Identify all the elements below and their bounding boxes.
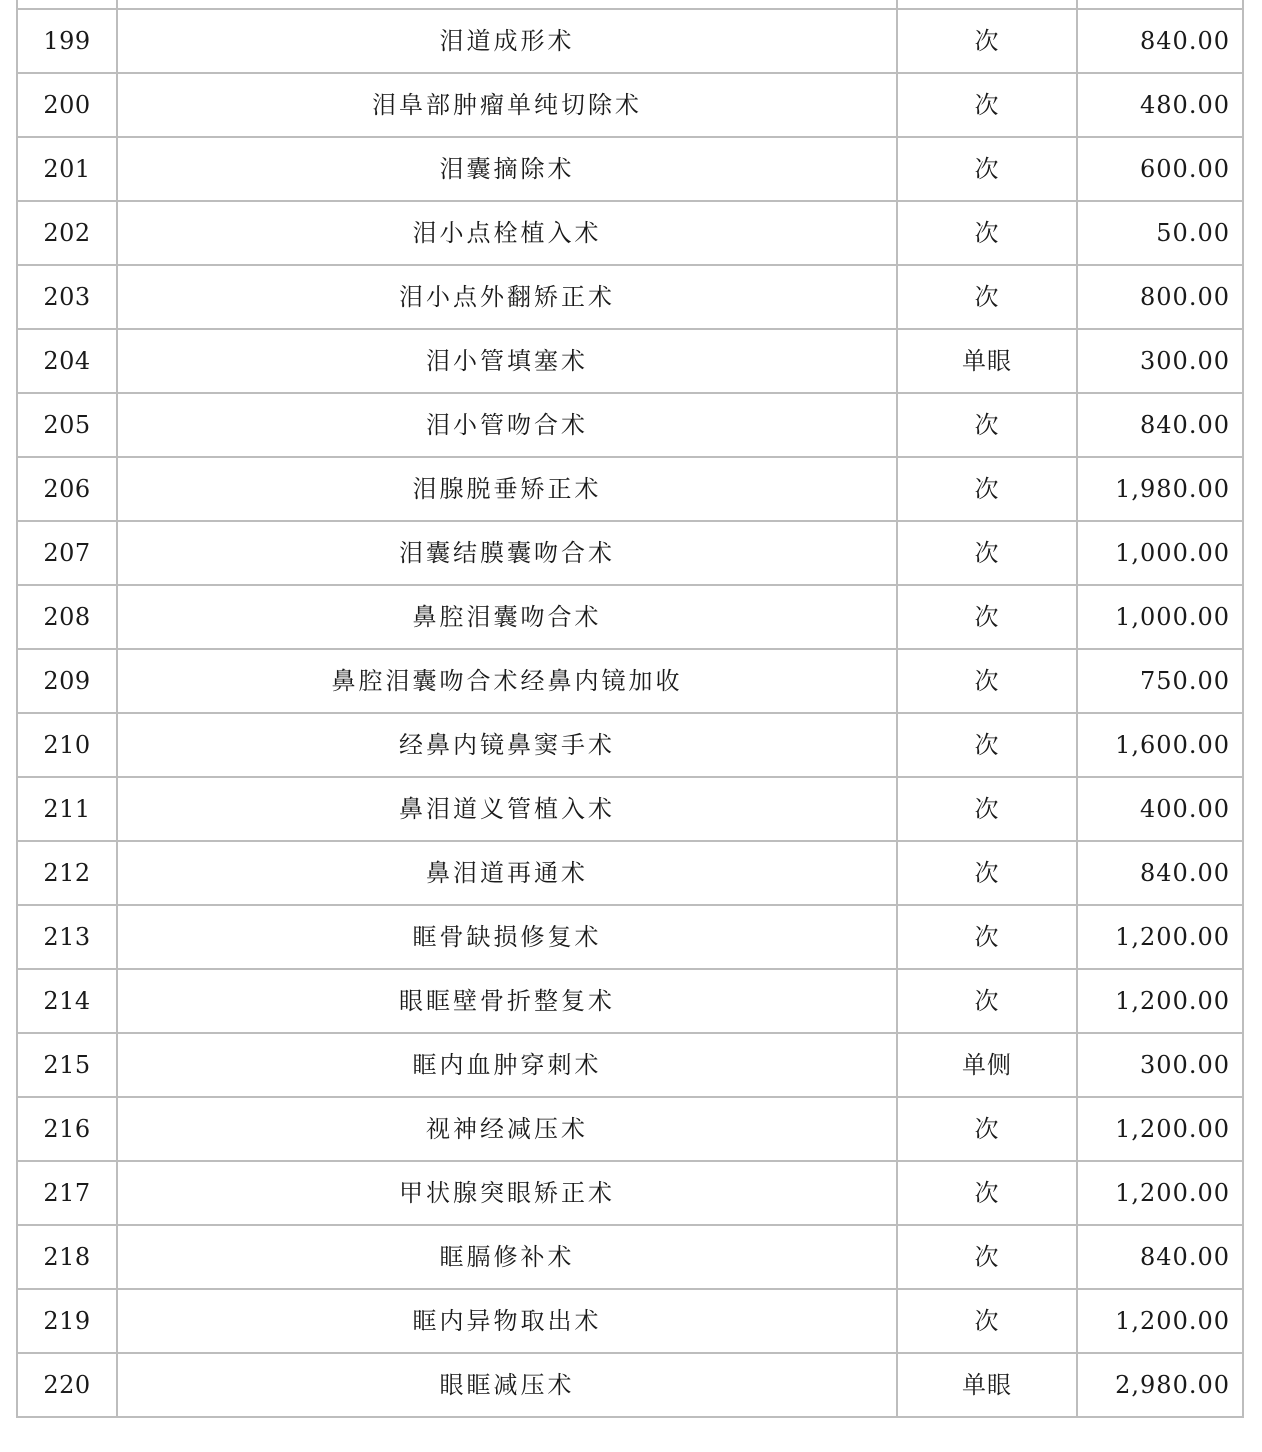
unit-cell: 次: [897, 1097, 1077, 1161]
row-number-cell: 212: [17, 841, 117, 905]
fee-schedule-sheet: [16, 0, 1242, 1418]
row-number-cell: 215: [17, 1033, 117, 1097]
price-cell: 800.00: [1077, 265, 1243, 329]
row-number-cell: 214: [17, 969, 117, 1033]
row-number-cell: 216: [17, 1097, 117, 1161]
fee-table-body: [17, 0, 1243, 1417]
row-number-cell: 207: [17, 521, 117, 585]
table-row: [17, 1097, 1243, 1161]
price-cell: 1,600.00: [1077, 713, 1243, 777]
price-cell: 750.00: [1077, 649, 1243, 713]
row-number-cell: 199: [17, 9, 117, 73]
unit-cell: 次: [897, 137, 1077, 201]
table-row-partial: [17, 0, 1243, 9]
price-cell: 1,980.00: [1077, 457, 1243, 521]
row-number-cell: 219: [17, 1289, 117, 1353]
row-number-cell: 218: [17, 1225, 117, 1289]
table-row: [17, 1289, 1243, 1353]
price-cell: 300.00: [1077, 329, 1243, 393]
price-cell: 840.00: [1077, 1225, 1243, 1289]
price-cell: 1,200.00: [1077, 969, 1243, 1033]
unit-cell: 次: [897, 521, 1077, 585]
item-name-cell: 泪腺脱垂矫正术: [117, 457, 897, 521]
unit-cell: 次: [897, 393, 1077, 457]
row-number-cell: 204: [17, 329, 117, 393]
row-number-cell: 220: [17, 1353, 117, 1417]
item-name-cell: 泪小点外翻矫正术: [117, 265, 897, 329]
table-row: [17, 1353, 1243, 1417]
row-number-cell: 211: [17, 777, 117, 841]
item-name-cell: 甲状腺突眼矫正术: [117, 1161, 897, 1225]
price-cell: 840.00: [1077, 393, 1243, 457]
table-row: [17, 841, 1243, 905]
table-row: [17, 713, 1243, 777]
price-cell: 480.00: [1077, 73, 1243, 137]
table-row: [17, 1161, 1243, 1225]
table-row: [17, 1225, 1243, 1289]
item-name-cell: 泪道成形术: [117, 9, 897, 73]
unit-cell: 次: [897, 969, 1077, 1033]
price-cell: 2,980.00: [1077, 1353, 1243, 1417]
unit-cell: 次: [897, 9, 1077, 73]
item-name-cell: [117, 0, 897, 9]
item-name-cell: 眶膈修补术: [117, 1225, 897, 1289]
item-name-cell: 泪小管吻合术: [117, 393, 897, 457]
price-cell: 1,000.00: [1077, 585, 1243, 649]
unit-cell: 次: [897, 73, 1077, 137]
row-number-cell: 203: [17, 265, 117, 329]
table-row: [17, 585, 1243, 649]
unit-cell: 次: [897, 649, 1077, 713]
unit-cell: 次: [897, 905, 1077, 969]
table-row: [17, 329, 1243, 393]
unit-cell: 次: [897, 265, 1077, 329]
unit-cell: 次: [897, 713, 1077, 777]
item-name-cell: 鼻泪道再通术: [117, 841, 897, 905]
table-row: [17, 905, 1243, 969]
item-name-cell: 经鼻内镜鼻窦手术: [117, 713, 897, 777]
table-row: [17, 137, 1243, 201]
item-name-cell: 泪小管填塞术: [117, 329, 897, 393]
item-name-cell: 眶内血肿穿刺术: [117, 1033, 897, 1097]
row-number-cell: 217: [17, 1161, 117, 1225]
table-row: [17, 521, 1243, 585]
table-row: [17, 969, 1243, 1033]
row-number-cell: 213: [17, 905, 117, 969]
unit-cell: 单侧: [897, 1033, 1077, 1097]
row-number-cell: 210: [17, 713, 117, 777]
row-number-cell: 208: [17, 585, 117, 649]
unit-cell: 次: [897, 201, 1077, 265]
unit-cell: 单眼: [897, 1353, 1077, 1417]
price-cell: 600.00: [1077, 137, 1243, 201]
price-cell: [1077, 0, 1243, 9]
unit-cell: 次: [897, 777, 1077, 841]
row-number-cell: 200: [17, 73, 117, 137]
row-number-cell: 202: [17, 201, 117, 265]
item-name-cell: 泪小点栓植入术: [117, 201, 897, 265]
item-name-cell: 鼻泪道义管植入术: [117, 777, 897, 841]
unit-cell: 次: [897, 841, 1077, 905]
table-row: [17, 393, 1243, 457]
unit-cell: 次: [897, 457, 1077, 521]
item-name-cell: 鼻腔泪囊吻合术: [117, 585, 897, 649]
price-cell: 840.00: [1077, 9, 1243, 73]
row-number-cell: 206: [17, 457, 117, 521]
table-row: [17, 73, 1243, 137]
table-row: [17, 201, 1243, 265]
row-number-cell: 201: [17, 137, 117, 201]
item-name-cell: 眶骨缺损修复术: [117, 905, 897, 969]
table-row: [17, 1033, 1243, 1097]
table-row: [17, 777, 1243, 841]
item-name-cell: 眼眶减压术: [117, 1353, 897, 1417]
price-cell: 1,200.00: [1077, 1161, 1243, 1225]
price-cell: 1,200.00: [1077, 1289, 1243, 1353]
price-cell: 50.00: [1077, 201, 1243, 265]
row-number-cell: 205: [17, 393, 117, 457]
price-cell: 1,200.00: [1077, 1097, 1243, 1161]
unit-cell: 单眼: [897, 329, 1077, 393]
table-row: [17, 649, 1243, 713]
price-cell: 840.00: [1077, 841, 1243, 905]
item-name-cell: 眼眶壁骨折整复术: [117, 969, 897, 1033]
item-name-cell: 视神经减压术: [117, 1097, 897, 1161]
price-cell: 300.00: [1077, 1033, 1243, 1097]
item-name-cell: 泪囊摘除术: [117, 137, 897, 201]
item-name-cell: 眶内异物取出术: [117, 1289, 897, 1353]
unit-cell: 次: [897, 1161, 1077, 1225]
unit-cell: 次: [897, 1225, 1077, 1289]
fee-table: [16, 0, 1244, 1418]
item-name-cell: 鼻腔泪囊吻合术经鼻内镜加收: [117, 649, 897, 713]
row-number-cell: [17, 0, 117, 9]
unit-cell: 次: [897, 1289, 1077, 1353]
price-cell: 1,000.00: [1077, 521, 1243, 585]
unit-cell: 次: [897, 585, 1077, 649]
row-number-cell: 209: [17, 649, 117, 713]
item-name-cell: 泪阜部肿瘤单纯切除术: [117, 73, 897, 137]
table-row: [17, 9, 1243, 73]
item-name-cell: 泪囊结膜囊吻合术: [117, 521, 897, 585]
price-cell: 400.00: [1077, 777, 1243, 841]
price-cell: 1,200.00: [1077, 905, 1243, 969]
table-row: [17, 265, 1243, 329]
unit-cell: [897, 0, 1077, 9]
table-row: [17, 457, 1243, 521]
